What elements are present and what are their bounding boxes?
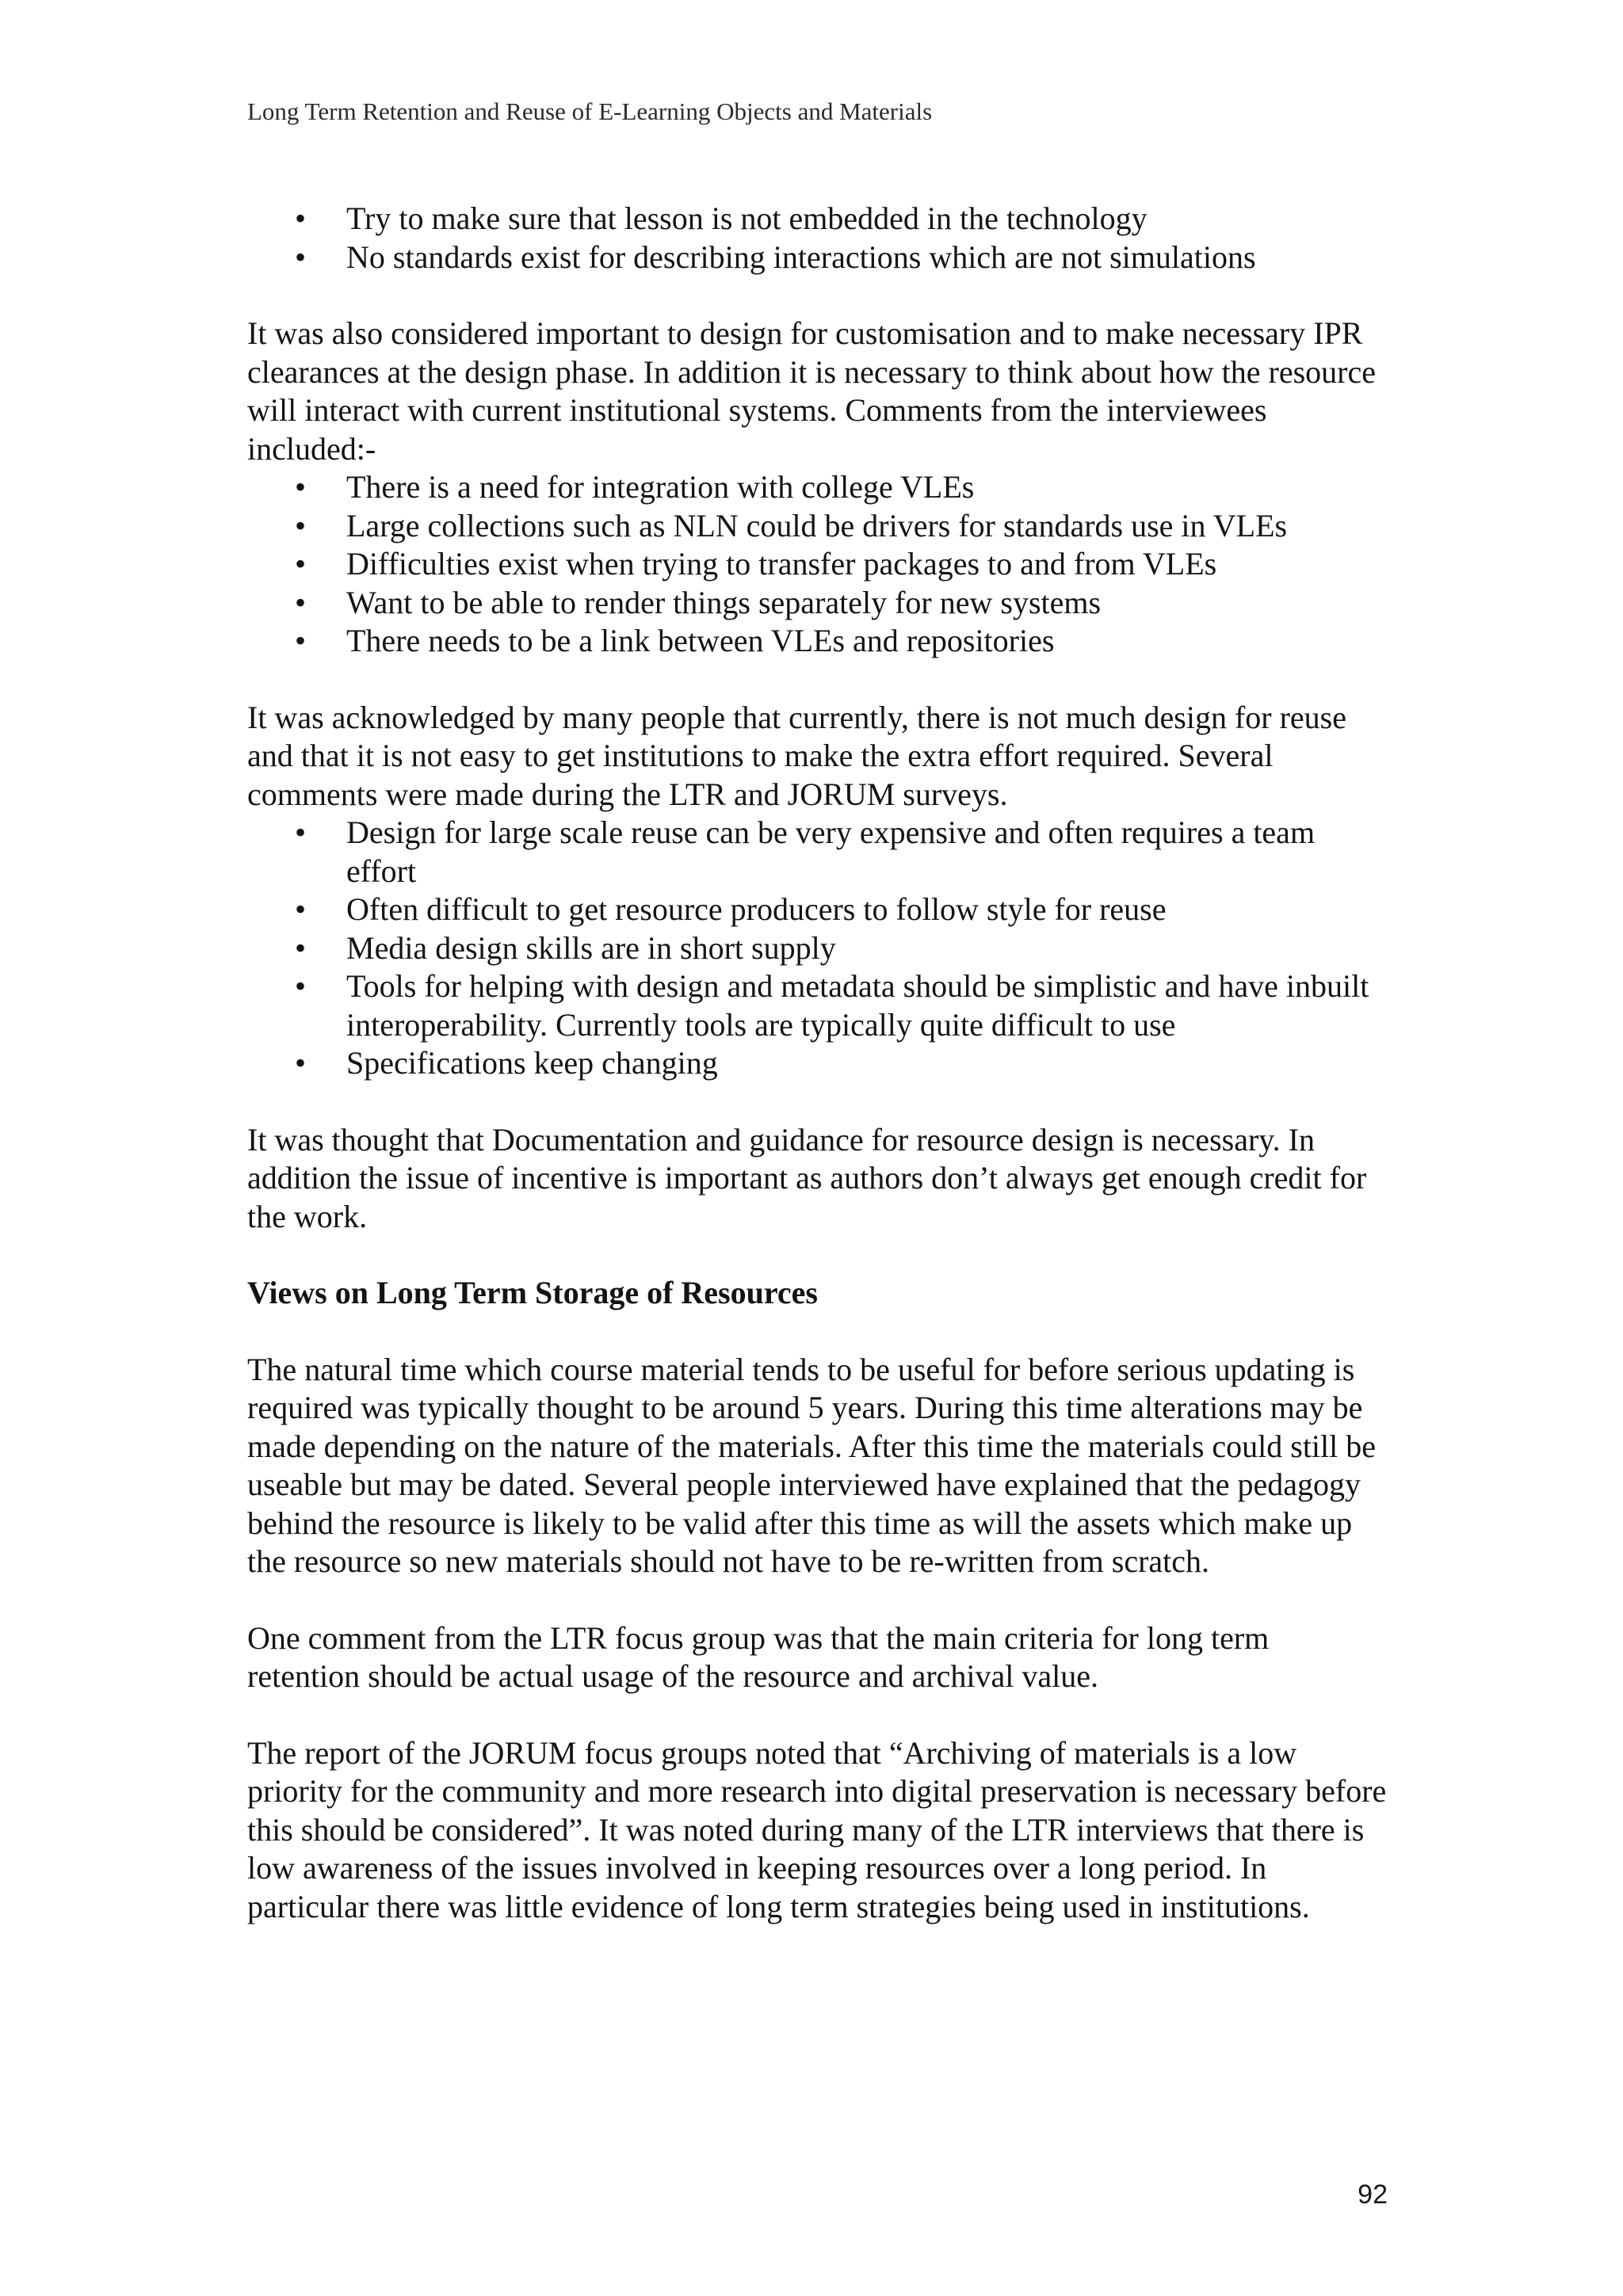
paragraph-focus-group: One comment from the LTR focus group was that the main criteria for long term retention should be actual usage of the resource and archival value. — [247, 1619, 1270, 1694]
bullet-glyph: • — [295, 238, 307, 275]
paragraph-jorum-report: The report of the JORUM focus groups noted that “Archiving of materials is a low priority for the community and more research into digital preservation is necessary before this should be considered”. It was noted during many of the LTR interviews that there is low awareness of the issues involved in keeping resources over a long period. In particular there was little evidence of long term strategies being used in institutions. — [247, 1734, 1387, 1924]
spacer — [247, 277, 1388, 315]
bullet-glyph: • — [295, 1045, 307, 1081]
paragraph-customisation: It was also considered important to design for customisation and to make necessary IPR clearances at the design phase. In addition it is necessary to think about how the resource will interact with current institutional systems. Comments from the interviewees included:- — [247, 315, 1376, 467]
list-item-text: Design for large scale reuse can be very expensive and often requires a team effort — [346, 814, 1316, 889]
bullet-glyph: • — [295, 507, 307, 543]
bullet-glyph: • — [295, 968, 307, 1004]
list-item-text: Tools for helping with design and metadata should be simplistic and have inbuilt interoperability. Currently tools are typically quite difficult to use — [346, 968, 1369, 1043]
bullet-glyph: • — [295, 469, 307, 505]
document-body — [247, 200, 1388, 1926]
list-item-text: Try to make sure that lesson is not embedded in the technology — [346, 200, 1148, 236]
bullet-glyph: • — [295, 814, 307, 850]
list-item — [247, 929, 1388, 968]
spacer — [247, 1581, 1388, 1619]
list-item-text: Specifications keep changing — [346, 1045, 718, 1081]
list-item-text: Difficulties exist when trying to transfer packages to and from VLEs — [346, 546, 1217, 582]
list-item — [247, 967, 1388, 1044]
list-item — [247, 545, 1388, 584]
list-item — [247, 238, 1388, 277]
spacer — [247, 1236, 1388, 1274]
list-item — [247, 468, 1388, 507]
spacer — [247, 1696, 1388, 1734]
spacer — [247, 1083, 1388, 1121]
page-number: 92 — [1358, 2180, 1388, 2210]
list-item — [247, 1044, 1388, 1083]
running-header: Long Term Retention and Reuse of E-Learning Objects and Materials — [247, 97, 933, 125]
bullet-list-design-issues — [247, 200, 1388, 277]
bullet-glyph: • — [295, 584, 307, 620]
bullet-list-survey-comments — [247, 814, 1388, 1083]
list-item-text: There needs to be a link between VLEs and repositories — [346, 623, 1055, 658]
spacer — [247, 661, 1388, 699]
section-heading: Views on Long Term Storage of Resources — [247, 1275, 818, 1310]
list-item-text: There is a need for integration with college VLEs — [346, 469, 975, 505]
list-item — [247, 622, 1388, 661]
list-item — [247, 891, 1388, 929]
bullet-glyph: • — [295, 891, 307, 927]
bullet-glyph: • — [295, 200, 307, 236]
list-item-text: Large collections such as NLN could be drivers for standards use in VLEs — [346, 507, 1288, 543]
list-item — [247, 584, 1388, 623]
paragraph-natural-time: The natural time which course material tends to be useful for before serious updating is required was typically thought to be around 5 years. During this time alterations may be made depending on the nature of the materials. After this time the materials could still be useable but may be dated. Several people interviewed have explained that the pedagogy behind the resource is likely to be valid after this time as will the assets which make up the resource so new materials should not have to be re-written from scratch. — [247, 1351, 1377, 1579]
list-item-text: Often difficult to get resource producers to follow style for reuse — [346, 891, 1167, 927]
paragraph-documentation: It was thought that Documentation and guidance for resource design is necessary. In addition the issue of incentive is important as authors don’t always get enough credit for the work. — [247, 1121, 1367, 1234]
list-item-text: No standards exist for describing interactions which are not simulations — [346, 238, 1256, 275]
bullet-glyph: • — [295, 623, 307, 658]
list-item-text: Want to be able to render things separately for new systems — [346, 584, 1102, 620]
list-item — [247, 200, 1388, 238]
list-item — [247, 814, 1388, 891]
bullet-list-interviewee-comments — [247, 468, 1388, 661]
bullet-glyph: • — [295, 546, 307, 582]
spacer — [247, 1313, 1388, 1351]
list-item-text: Media design skills are in short supply — [346, 929, 836, 966]
bullet-glyph: • — [295, 929, 307, 966]
list-item — [247, 507, 1388, 546]
paragraph-design-for-reuse: It was acknowledged by many people that currently, there is not much design for reuse and that it is not easy to get institutions to make the extra effort required. Several comments were made during the LTR and JORUM surveys. — [247, 699, 1346, 812]
